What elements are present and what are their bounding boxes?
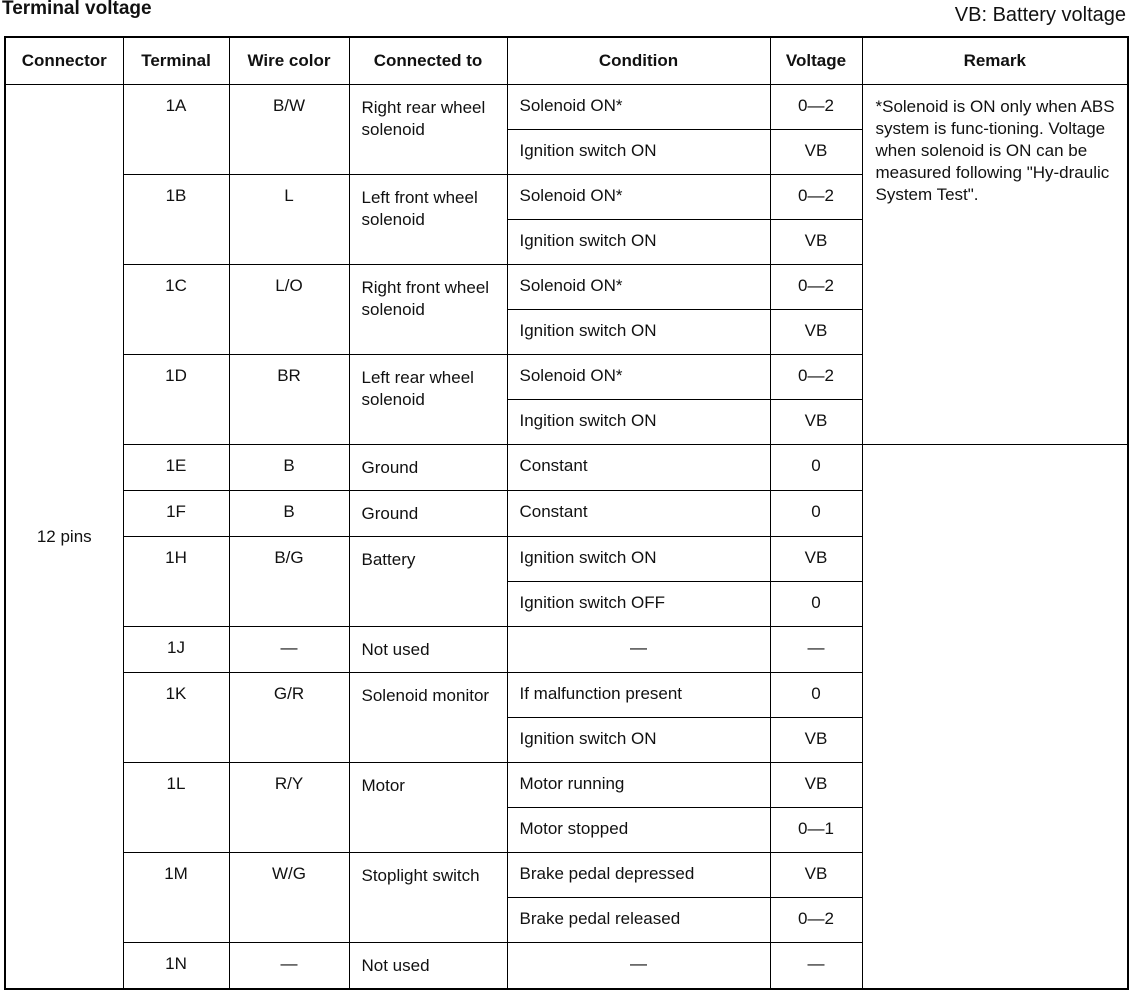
condition-cell: Solenoid ON* — [507, 175, 770, 220]
condition-cell: Ignition switch ON — [507, 220, 770, 265]
header-condition: Condition — [507, 37, 770, 85]
connected-to-cell: Battery — [349, 537, 507, 627]
voltage-cell: — — [770, 943, 862, 990]
table-body — [5, 85, 1128, 990]
condition-cell: — — [507, 943, 770, 990]
terminal-cell: 1B — [123, 175, 229, 265]
condition-cell: Ignition switch ON — [507, 537, 770, 582]
terminal-cell: 1H — [123, 537, 229, 627]
header-row — [5, 37, 1128, 85]
voltage-cell: VB — [770, 400, 862, 445]
voltage-cell: VB — [770, 718, 862, 763]
terminal-cell: 1C — [123, 265, 229, 355]
terminal-cell: 1K — [123, 673, 229, 763]
connected-to-cell: Right rear wheel solenoid — [349, 85, 507, 175]
voltage-cell: VB — [770, 853, 862, 898]
condition-cell: Solenoid ON* — [507, 265, 770, 310]
condition-cell: Ignition switch OFF — [507, 582, 770, 627]
voltage-cell: VB — [770, 220, 862, 265]
condition-cell: If malfunction present — [507, 673, 770, 718]
condition-cell: Ignition switch ON — [507, 130, 770, 175]
header-wire-color: Wire color — [229, 37, 349, 85]
voltage-cell: VB — [770, 763, 862, 808]
condition-cell: Motor running — [507, 763, 770, 808]
wire-color-cell: R/Y — [229, 763, 349, 853]
terminal-cell: 1L — [123, 763, 229, 853]
wire-color-cell: G/R — [229, 673, 349, 763]
terminal-voltage-table — [4, 36, 1129, 990]
voltage-cell: 0 — [770, 445, 862, 491]
condition-cell: Constant — [507, 491, 770, 537]
voltage-cell: VB — [770, 537, 862, 582]
terminal-cell: 1F — [123, 491, 229, 537]
wire-color-cell: W/G — [229, 853, 349, 943]
wire-color-cell: L/O — [229, 265, 349, 355]
wire-color-cell: B/W — [229, 85, 349, 175]
document-title: Terminal voltage — [2, 0, 152, 19]
condition-cell: Brake pedal depressed — [507, 853, 770, 898]
connected-to-cell: Stoplight switch — [349, 853, 507, 943]
connected-to-cell: Right front wheel solenoid — [349, 265, 507, 355]
voltage-cell: 0—2 — [770, 85, 862, 130]
voltage-cell: 0—1 — [770, 808, 862, 853]
connected-to-cell: Not used — [349, 627, 507, 673]
condition-cell: Brake pedal released — [507, 898, 770, 943]
connected-to-cell: Solenoid monitor — [349, 673, 507, 763]
battery-voltage-note: VB: Battery voltage — [954, 4, 1126, 26]
voltage-cell: 0 — [770, 673, 862, 718]
condition-cell: Motor stopped — [507, 808, 770, 853]
terminal-cell: 1J — [123, 627, 229, 673]
condition-cell: Ignition switch ON — [507, 718, 770, 763]
condition-cell: Ignition switch ON — [507, 310, 770, 355]
voltage-cell: VB — [770, 310, 862, 355]
wire-color-cell: B/G — [229, 537, 349, 627]
wire-color-cell: B — [229, 445, 349, 491]
wire-color-cell: BR — [229, 355, 349, 445]
connector-cell: 12 pins — [5, 85, 123, 990]
header-remark: Remark — [862, 37, 1128, 85]
header-terminal: Terminal — [123, 37, 229, 85]
condition-cell: Constant — [507, 445, 770, 491]
voltage-cell: 0—2 — [770, 175, 862, 220]
connected-to-cell: Ground — [349, 445, 507, 491]
table-row — [5, 85, 1128, 130]
terminal-cell: 1M — [123, 853, 229, 943]
condition-cell: Solenoid ON* — [507, 85, 770, 130]
wire-color-cell: L — [229, 175, 349, 265]
connected-to-cell: Not used — [349, 943, 507, 990]
wire-color-cell: — — [229, 627, 349, 673]
terminal-cell: 1D — [123, 355, 229, 445]
connected-to-cell: Motor — [349, 763, 507, 853]
voltage-cell: 0—2 — [770, 355, 862, 400]
connected-to-cell: Left rear wheel solenoid — [349, 355, 507, 445]
condition-cell: Ingition switch ON — [507, 400, 770, 445]
wire-color-cell: B — [229, 491, 349, 537]
table-row — [5, 445, 1128, 491]
voltage-cell: 0—2 — [770, 898, 862, 943]
header-connected-to: Connected to — [349, 37, 507, 85]
voltage-cell: VB — [770, 130, 862, 175]
condition-cell: — — [507, 627, 770, 673]
voltage-cell: — — [770, 627, 862, 673]
condition-cell: Solenoid ON* — [507, 355, 770, 400]
remark-empty-cell — [862, 445, 1128, 990]
header-connector: Connector — [5, 37, 123, 85]
wire-color-cell: — — [229, 943, 349, 990]
connected-to-cell: Left front wheel solenoid — [349, 175, 507, 265]
connected-to-cell: Ground — [349, 491, 507, 537]
remark-cell: *Solenoid is ON only when ABS system is func-tioning. Voltage when solenoid is ON can be measured following "Hy-draulic System Test". — [862, 85, 1128, 445]
terminal-cell: 1N — [123, 943, 229, 990]
voltage-cell: 0 — [770, 582, 862, 627]
terminal-cell: 1A — [123, 85, 229, 175]
voltage-cell: 0 — [770, 491, 862, 537]
terminal-cell: 1E — [123, 445, 229, 491]
voltage-cell: 0—2 — [770, 265, 862, 310]
header-voltage: Voltage — [770, 37, 862, 85]
